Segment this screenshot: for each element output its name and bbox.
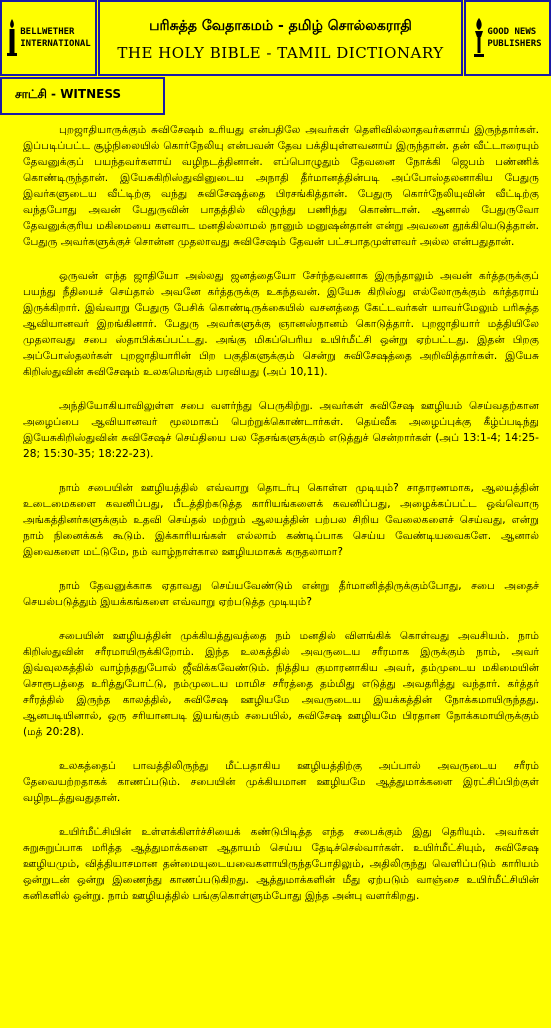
bellwether-name: BELLWETHER (20, 27, 75, 37)
good-news-subname: PUBLISHERS (487, 39, 542, 49)
paragraph: நாம் சபையின் ஊழியத்தில் எவ்வாறு தொடர்பு கொள்ள முடியும்? சாதாரணமாக, ஆலயத்தின் உடைமைகளை கவனிப்பது, பீடத்திற்கடுத்த காரியங்களைக் கவனிப்பது, அழைக்கப்பட்ட ஒவ்வொரு அங்கத்தினர்களுக்கும் உதவி செய்தல் மற்றும் ஆலயத்தின் பற்பல சிறிய வேலைகளைச் செய்வது, என்று நாம் நினைக்கக் கூடும். இக்காரியங்கள் எல்லாம் கண்டிப்பாக செய்ய வேண்டியவைகளே. ஆனால் இவைகளை மட்டுமே, நம் வாழ்நாள்கால ஊழியமாகக் கருதலாமா? (23, 482, 539, 558)
section-heading: சாட்சி - WITNESS (15, 87, 122, 101)
good-news-logo (464, 0, 551, 76)
good-news-name: GOOD NEWS (487, 27, 537, 37)
page-title-tamil: பரிசுத்த வேதாகமம் - தமிழ் சொல்லகராதி (149, 18, 412, 34)
paragraph: அந்தியோகியாவிலுள்ள சபை வளர்ந்து பெருகிற்று. அவர்கள் சுவிசேஷ ஊழியம் செய்வதற்கான அழைப்பை ஆவியானவர் மூலமாகப் பெற்றுக்கொண்டார்கள். தெய்வீக அழைப்புக்கு கீழ்ப்படிந்து இயேசுகிறிஸ்துவின் சுவிசேஷச் செய்தியை பல தேசங்களுக்கும் எடுத்துச் சென்றார்கள் (அப் 13:1-4; 14:25-28; 15:30-35; 18:22-23). (23, 400, 539, 460)
paragraph: உயிர்மீட்சியின் உள்ளக்கிளர்ச்சியைக் கண்டுபிடித்த எந்த சபைக்கும் இது தெரியும். அவர்கள் சுறுசுறுப்பாக மரித்த ஆத்துமாக்களை ஆதாயம் செய்ய தேடிச்செல்வார்கள். உயிர்மீட்சியும், சுவிசேஷ ஊழியமும், வித்தியாசமான தன்மையுடையவைகளாயிருந்தபோதிலும், அதிலிருந்து வெளிப்படும் காரியம் ஒன்றுடன் ஒன்று இணைந்து காணப்படுகிறது. ஆத்துமாக்களின் மீது ஏற்படும் வாஞ்சை உயிர்மீட்சியின் கனிகளில் ஒன்று. நாம் ஊழியத்தில் பங்குகொள்ளும்போது இந்த அன்பு வளர்கிறது. (23, 826, 539, 902)
header-title-box (98, 0, 463, 76)
article-body (23, 122, 539, 922)
paragraph: புறஜாதியாருக்கும் சுவிசேஷம் உரியது என்பதிலே அவர்கள் தெளிவில்லாதவர்களாய் இருந்தார்கள். இப்படிப்பட்ட சூழ்நிலையில் கொர்நேலியு என்பவன் தேவ பக்தியுள்ளவனாய் இருந்தான். தன் வீட்டாரையும் தேவனுக்குப் பயந்தவர்களாய் வழிநடத்தினான். எப்பொழுதும் தேவனை நோக்கி ஜெபம் பண்ணிக் கொண்டிருந்தான். இயேசுகிறிஸ்துவினுடைய அநாதி தீர்மானத்தின்படி அப்போஸ்தலனாகிய பேதுரு இவர்களுடைய வீட்டிற்கு வந்து சுவிசேஷத்தை பிரசங்கித்தான். பேதுரு கொர்நேலியுவின் வீட்டிற்கு வந்தபோது அவன் பேதுருவின் பாதத்தில் விழுந்து பணிந்து கொண்டான். ஆனால் பேதுருவோ தேவனுக்குரிய மகிமையை களவாட மனதில்லாமல் நானும் மனுஷன்தான் என்று அவனை தூக்கியெடுத்தான். பேதுரு அவர்களுக்குச் சொன்ன முதலாவது சுவிசேஷம் தேவன் பட்சபாதமுள்ளவர் அல்ல என்பதுதான். (23, 124, 539, 248)
section-heading-box (0, 77, 165, 115)
bellwether-subname: INTERNATIONAL (20, 39, 91, 49)
torch-icon (473, 17, 485, 59)
paragraph: உலகத்தைப் பாவத்திலிருந்து மீட்பதாகிய ஊழியத்திற்கு அப்பால் அவருடைய சரீரம் தேவையற்றதாகக் காணப்படும். சபையின் முக்கியமான ஊழியமே ஆத்துமாக்களை இரட்சிப்பிற்குள் வழிநடத்துவதுதான். (23, 760, 539, 804)
paragraph: ஒருவன் எந்த ஜாதியோ அல்லது ஜனத்தையோ சேர்ந்தவனாக இருந்தாலும் அவன் கர்த்தருக்குப் பயந்து நீதியைச் செய்தால் அவனே கர்த்தருக்கு உகந்தவன். இயேசு கிறிஸ்து எல்லோருக்கும் கர்த்தராய் இருக்கிறார். இவ்வாறு பேதுரு பேசிக் கொண்டிருக்கையில் வசனத்தை கேட்டவர்கள் யாவர்மேலும் பரிசுத்த ஆவியானவர் இறங்கினார். பேதுரு அவர்களுக்கு ஞானஸ்நானம் கொடுத்தார். புறஜாதியார் மத்தியிலே முதலாவது சபை ஸ்தாபிக்கப்பட்டது. அங்கு மிகப்பெரிய உயிர்மீட்சி ஒன்று ஏற்பட்டது. இதன் பிறகு அப்போஸ்தலர்கள் புறஜாதியாரின் பிற பகுதிகளுக்கும் சென்று சுவிசேஷத்தை அறிவித்தார்கள். இயேசு கிறிஸ்துவின் சுவிசேஷம் உலகமெங்கும் பரவியது (அப் 10,11). (23, 270, 539, 378)
bellwether-logo (0, 0, 97, 76)
candle-icon (6, 18, 18, 58)
page-title-english: THE HOLY BIBLE - TAMIL DICTIONARY (117, 44, 444, 62)
paragraph: சபையின் ஊழியத்தின் முக்கியத்துவத்தை நம் மனதில் விளங்கிக் கொள்வது அவசியம். நாம் கிறிஸ்துவின் சரீரமாயிருக்கிறோம். இந்த உலகத்தில் அவருடைய சரீரமாக இருக்கும் நாம், அவர் இவ்வுலகத்தில் வாழ்ந்ததுபோல் ஜீவிக்கவேண்டும். நித்திய குமாரனாகிய அவர், தம்முடைய மகிமையின் சொரூபத்தை உரித்துபோட்டு, நம்முடைய மாமிச சரீரத்தை தம்மிது எடுத்து அவதரித்து வந்தார். கர்த்தர் சரீரத்தில் இருந்த காலத்தில், சுவிசேஷ ஊழியமே அவருடைய இயக்கத்தின் நோக்கமாயிருந்தது. ஆனபடியினால், ஒரு சரியானபடி இயங்கும் சபையில், சுவிசேஷ ஊழியமே பிரதான நோக்கமாயிருக்கும் (மத் 20:28). (23, 630, 539, 738)
paragraph: நாம் தேவனுக்காக ஏதாவது செய்யவேண்டும் என்று தீர்மானித்திருக்கும்போது, சபை அதைச் செயல்படுத்தும் இயக்கங்களை எவ்வாறு ஏற்படுத்த முடியும்? (23, 580, 539, 608)
